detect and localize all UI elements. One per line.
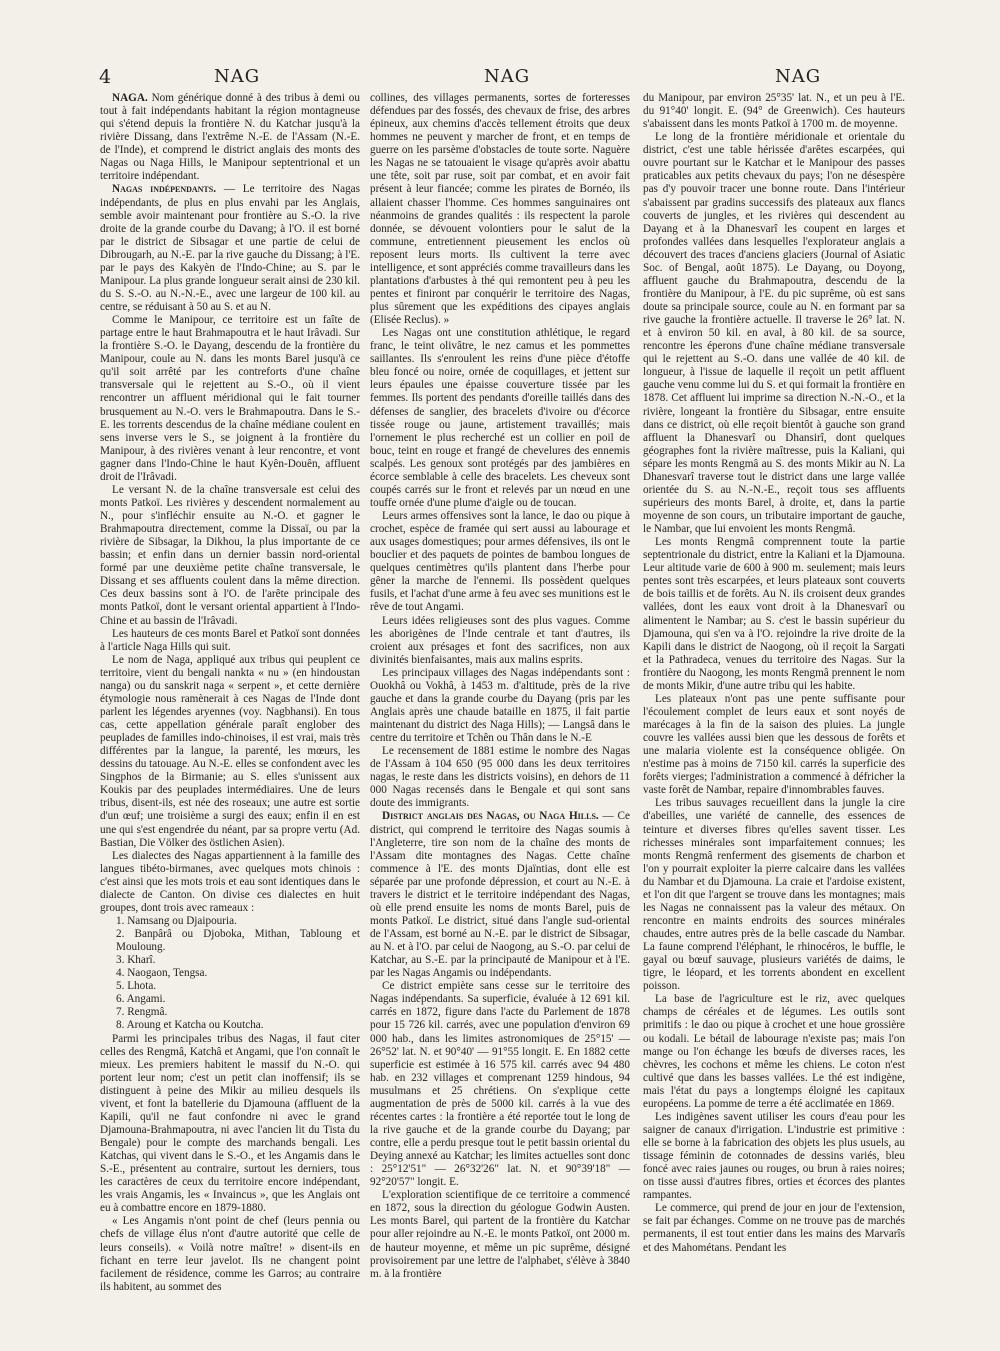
paragraph: Leurs idées religieuses sont des plus vagues. Comme les aborigènes de l'Inde centrale et tant d'autres, ils croient aux présages et font des sacrifices, non aux divinités bienfaisantes, mais aux malins esprits. <box>370 614 630 666</box>
paragraph: Les tribus sauvages recueillent dans la jungle la cire d'abeilles, une variété de cannelle, des essences de teinture et diverses fibres qu'elles savent tisser. Les richesses minérales sont imparfaitement connues; les monts Rengmâ renferment des gisements de charbon et l'on y pourrait exploiter la pierre calcaire dans les vallées du Nambar et du Djamouna. La craie et l'ardoise existent, et l'on dit que l'argent se trouve dans les montagnes; mais les Nagas ne connaissent pas la valeur des métaux. On rencontre en maints endroits des sources minérales chaudes, entre autres près de la belle cascade du Nambar. La faune comprend l'éléphant, le rhinocéros, le buffle, le gayal ou bœuf sauvage, plusieurs variétés de daims, le tigre, le léopard, et les torrents abondent en excellent poisson. <box>643 797 905 993</box>
paragraph: « Les Angamis n'ont point de chef (leurs pennia ou chefs de village élus n'ont d'autre autorité que celle de leurs conseils). « Voilà notre maître! » disent-ils en fichant en terre leur javelot. Ils ne changent point facilement de résidence, comme les Garros; au contraire ils habitent, au sommet des <box>100 1215 360 1293</box>
list-item: 6. Angami. <box>116 993 166 1006</box>
list-item: 1. Namsang ou Djaipouria. <box>116 914 237 927</box>
paragraph: Les hauteurs de ces monts Barel et Patkoï sont données à l'article Naga Hills qui suit. <box>100 627 360 653</box>
running-head-left: NAG <box>214 66 261 87</box>
paragraph: Les monts Rengmâ comprennent toute la partie septentrionale du district, entre la Kaliani et la Djamouna. Leur altitude varie de 600 à 900 m. seulement; mais leurs pentes sont très escarpées, et leurs plateaux sont couverts de bois taillis et de forêts. Au N. ils croisent deux grandes vallées, dont les eaux vont droit à la Dhanesvarî ou alimentent le Nambar; au S. c'est le bassin supérieur du Djamouna, qui s'en va à l'O. rejoindre la rive droite de la Kapili dans le district de Naogong, où il reçoit la Sargati et la Pathradeca, venues du territoire des Nagas. Sur la frontière du Naogong, les monts Rengmâ prennent le nom de monts Mikir, d'une autre tribu qui les habite. <box>643 536 905 692</box>
paragraph: Le recensement de 1881 estime le nombre des Nagas de l'Assam à 104 650 (95 000 dans les deux territoires nagas, le reste dans les districts voisins), en dehors de 11 000 Nagas recensés dans le Bengale et qui sont sans doute des immigrants. <box>370 745 630 810</box>
paragraph: Parmi les principales tribus des Nagas, il faut citer celles des Rengmâ, Katchâ et Angami, que l'on connaît le mieux. Les premiers habitent le massif du N.-O. qui portent leur nom; c'est un petit clan inoffensif; ils se distinguent à peine des Mikir au milieu desquels ils vivent, et font la batellerie du Djamouna (affluent de la Kapili, qu'il ne faut confondre ni avec le grand Djamouna-Brahmapoutra, ni avec l'ancien lit du Tista du Bengale) pour le compte des marchands bengali. Les Katchas, qui vivent dans le S.-O., et les Angamis dans le S.-E., présentent au contraire, surtout les derniers, tous les caractères de ceux du territoire encore indépendant, les vrais Angamis, les « Invaincus », que les Anglais ont eu à combattre encore en 1879-1880. <box>100 1032 360 1215</box>
paragraph: Le long de la frontière méridionale et orientale du district, c'est une table hérissée d'arêtes escarpées, qui ouvre pourtant sur le Katchar et le Manipour des passes praticables aux petits chevaux du pays; l'on ne désespère pas d'y pouvoir tracer une bonne route. Dans l'intérieur s'abaissent par gradins successifs des plateaux aux flancs couverts de jungles, et les rivières qui descendent au Dayang et à la Dhanesvarî les coupent en larges et profondes vallées dans lesquelles l'explorateur anglais a découvert des traces d'anciens glaciers (Journal of Asiatic Soc. of Bengal, août 1875). Le Dayang, ou Doyong, affluent gauche du Brahmapoutra, descendu de la frontière du Manipour, à l'E. du pic suprême, où est sans doute sa principale source, coule au N. en formant par sa rive gauche la frontière actuelle. Il traverse le 26° lat. N. et à environ 50 kil. en aval, à 80 kil. de sa source, rencontre les éperons d'une chaîne médiane transversale qui le rejettent au S.-O. dans une vallée de 40 kil. de longueur, à l'issue de laquelle il reçoit un petit affluent gauche venu comme lui du S. et qui formait la frontière en 1878. Cet affluent lui imprime sa direction N.-N.-O., et la rivière, longeant la frontière du Sibsagar, entre ensuite dans ce district, où elle reçoit bientôt à gauche son grand affluent la Dhanesvarî ou Dhansirî, dont quelques géographes font la rivière maîtresse, puis la Kaliani, qui sépare les monts Rengmâ au S. des monts Mikir au N. La Dhanesvarî traverse tout le district dans une large vallée orientée du S. au N.-N.-E., reçoit tous ses affluents supérieurs des monts Barel, à droite, et, dans la partie moyenne de son cours, un tributaire important de gauche, le Nambar, que lui envoient les monts Rengmâ. <box>643 131 905 536</box>
entry-headword: NAGA. <box>112 92 148 104</box>
list-item: 3. Kharî. <box>116 954 156 967</box>
paragraph: Les plateaux n'ont pas une pente suffisante pour l'écoulement complet de leurs eaux et sont noyés de marécages à la fin de la saison des pluies. La jungle couvre les vallées aussi bien que les dessous de forêts et une malaria violente est la conséquence obligée. On n'estime pas à moins de 7150 kil. carrés la superficie des forêts vierges; l'administration a commencé à défricher la vaste forêt de Nambar, repaire d'innombrables fauves. <box>643 692 905 797</box>
paragraph: La base de l'agriculture est le riz, avec quelques champs de céréales et de légumes. Les outils sont primitifs : le dao ou pique à crochet et une houe grossière ou kodali. Le bétail de labourage n'existe pas; mais l'on mange ou l'on échange les bœufs de diverses races, les chèvres, les cochons et même les chiens. Le coton n'est cultivé que dans les basses vallées. Le thé est indigène, mais l'état du pays a longtemps éloigné les capitaux européens. La pomme de terre a été acclimatée en 1869. <box>643 993 905 1110</box>
list-item: 7. Rengmâ. <box>116 1006 168 1019</box>
list-item: 8. Aroung et Katcha ou Koutcha. <box>116 1019 264 1032</box>
list-item: 4. Naogaon, Tengsa. <box>116 967 208 980</box>
paragraph: Le versant N. de la chaîne transversale est celui des monts Patkoï. Les rivières y descendent normalement au N., pour s'infléchir ensuite au N.-O. et gagner le Brahmapoutra directement, comme la Dissaï, ou par la rivière de Sibsagar, la Dikhou, la plus importante de ce bassin; et enfin dans un dernier bassin nord-oriental formé par une deuxième petite chaîne transversale, le Dissang et ses affluents coulent dans la même direction. Ces deux bassins sont à l'O. de l'arête principale des monts Patkoï, dont le versant oriental appartient à l'Indo-Chine et au bassin de l'Irâvadi. <box>100 483 360 627</box>
column-left <box>100 92 360 1322</box>
paragraph: Leurs armes offensives sont la lance, le dao ou pique à crochet, espèce de framée qui sert aussi au labourage et aux usages domestiques; pour armes défensives, ils ont le bouclier et des paquets de pointes de bambou longues de quelques centimètres qu'ils plantent dans l'herbe pour gêner la marche de l'ennemi. Ils possèdent quelques fusils, et l'achat d'une arme à feu avec ses munitions est le rêve de tout Angami. <box>370 510 630 614</box>
section-heading: Nagas indépendants. <box>112 183 217 196</box>
running-head-right: NAG <box>775 66 822 87</box>
paragraph: collines, des villages permanents, sortes de forteresses défendues par des fossés, des chevaux de frise, des arbres épineux, aux chemins d'accès tellement étroits que deux hommes ne peuvent y marcher de front, et en temps de guerre on les parsème d'obstacles de toute sorte. Naguère les Nagas ne se tatouaient le visage qu'après avoir abattu une tête, soit par ruse, soit par combat, et en avoir fait présent à leur fiancée; comme les pirates de Bornéo, ils allaient chasser l'homme. Ces hommes sanguinaires ont néanmoins de grandes qualités : ils respectent la parole donnée, se dévouent volontiers pour le salut de la commune, entretiennent pieusement les enclos où reposent leurs morts. Ils cultivent la terre avec intelligence, et sont appréciés comme travailleurs dans les plantations d'arbustes à thé qui remontent peu à peu les pentes et finiront par conquérir le territoire des Nagas, plus sûrement que les expéditions des cipayes anglais (Elisée Reclus). » <box>370 92 630 327</box>
paragraph: District anglais des Nagas, ou Naga Hills. — Ce district, qui comprend le territoire des Nagas soumis à l'Angleterre, tire son nom de la chaîne des monts de l'Assam dite montagnes des Nagas. Cette chaîne commence à l'E. des monts Djaïntias, dont elle est séparée par une profonde dépression, et court au N.-E. à travers le district et le territoire indépendant des Nagas, où elle prend ensuite les noms de monts Barel, puis de monts Patkoï. Le district, situé dans l'angle sud-oriental de l'Assam, est borné au N.-E. par le district de Sibsagar, au N. et à l'O. par celui de Naogong, au S.-O. par celui de Katchar, au S.-E. par la principauté de Manipour et à l'E. par les Nagas Angamis ou indépendants. <box>370 810 630 980</box>
paragraph: Les Nagas ont une constitution athlétique, le regard franc, le teint olivâtre, le nez camus et les pommettes saillantes. Ils s'enroulent les reins d'une pièce d'étoffe bleu foncé ou noire, ornée de coquillages, et jettent sur leurs épaules une épaisse couverture tissée par les femmes. Ils portent des pendants d'oreille taillés dans des défenses de sanglier, des bracelets d'ivoire ou d'écorce tissée rouge ou jaune, artistement travaillés; mais l'ornement le plus recherché est un collier en poil de bouc, teint en rouge et frangé de chevelures des ennemis scalpés. Les genoux sont protégés par des jambières en écorce semblable à celle des bracelets. Les cheveux sont coupés carrés sur le front et relevés par un nœud en une touffe ornée d'une plume d'aigle ou de toucan. <box>370 327 630 509</box>
paragraph: NAGA. Nom générique donné à des tribus à demi ou tout à fait indépendants habitant la région montagneuse qui s'étend depuis la frontière N. du Katchar jusqu'à la rivière Dissang, dans l'extrême N.-E. de l'Assam (N.-E. de l'Inde), et comprend le district anglais des monts des Nagas ou Naga Hills, le Manipour septentrional et un territoire indépendant. <box>100 92 360 183</box>
paragraph: Comme le Manipour, ce territoire est un faîte de partage entre le haut Brahmapoutra et le haut Irâvadi. Sur la frontière S.-O. le Dayang, descendu de la frontière du Manipour, coule au N. dans les monts Barel jusqu'à ce qu'il soit arrêté par les contreforts d'une chaîne transversale qui le rejettent au S.-O., où il vient rencontrer un affluent méridional qui le fait tourner brusquement au N.-O. vers le Brahmapoutra. Dans le S.-E. les torrents descendus de la chaîne médiane coulent en sens inverse vers le S., se joignent à la frontière du Manipour, à des rivières venant à leur rencontre, et vont gagner dans l'Indo-Chine le haut Kyên-Douên, affluent droit de l'Irâvadi. <box>100 314 360 483</box>
paragraph: Ce district empiète sans cesse sur le territoire des Nagas indépendants. Sa superficie, évaluée à 12 691 kil. carrés en 1872, figure dans l'acte du Parlement de 1878 pour 15 726 kil. carrés, avec une population d'environ 69 000 hab., dans les limites astronomiques de 25°15' — 26°52' lat. N. et 90°40' — 91°55 longit. E. En 1882 cette superficie est estimée à 16 575 kil. carrés avec 94 480 hab. en 232 villages et comprenant 1259 hindous, 94 musulmans et 25 chrétiens. On s'explique cette augmentation de près de 5000 kil. carrés à la vue des récentes cartes : la frontière a été reportée tout le long de la rive gauche et de la grande courbe du Dayang; par contre, elle a perdu presque tout le petit bassin oriental du Deying annexé au Katchar; les limites actuelles sont donc : 25°12'51" — 26°32'26" lat. N. et 90°39'18" — 92°20'57" longit. E. <box>370 980 630 1189</box>
running-head-center: NAG <box>484 66 531 87</box>
list-item: 5. Lhota. <box>116 980 157 993</box>
column-center <box>370 92 630 1322</box>
paragraph: du Manipour, par environ 25°35' lat. N., et un peu à l'E. du 91°40' longit. E. (94° de Greenwich). Ces hauteurs s'abaissent dans les monts Patkoï à 1700 m. de moyenne. <box>643 92 905 131</box>
paragraph: Les indigènes savent utiliser les cours d'eau pour les saigner de canaux d'irrigation. L'industrie est primitive : elle se borne à la fabrication des objets les plus usuels, au tissage féminin de cotonnades de dessins variés, bleu foncé avec raies jaunes ou rouges, ou brun à raies noires; on tisse aussi d'autres fibres, orties et écorces des plantes rampantes. <box>643 1110 905 1202</box>
paragraph: Le nom de Naga, appliqué aux tribus qui peuplent ce territoire, vient du bengali nankta « nu » (en hindoustan nanga) ou du sanskrit naga « serpent », et cette dernière étymologie nous ramènerait à ces Nagas de l'Inde dont parlent les légendes aryennes (voy. Nagbhansi). En tous cas, cette appellation générale paraît englober des peuplades de familles indo-chinoises, il est vrai, mais très différentes par la langue, la parenté, les mœurs, les dessins du tatouage. Au N.-E. elles se confondent avec les Singphos de la Birmanie; au S. elles s'unissent aux Koukis par des peuplades intermédiaires. Une de leurs tribus, disent-ils, est née des roseaux; une autre est sortie d'un œuf; une troisième a surgi des eaux; enfin il en est une qui s'est engendrée du néant, par sa propre vertu (Ad. Bastian, Die Völker des östlichen Asien). <box>100 653 360 849</box>
paragraph: Nagas indépendants. — Le territoire des Nagas indépendants, de plus en plus envahi par les Anglais, semble avoir maintenant pour frontière au S.-O. la rive droite de la grande courbe du Davang; à l'O. il est borné par le district de Sibsagar et une partie de celui de Dibrougarh, au N.-E. par la rive gauche du Dissang; à l'E. par le pays des Kakyèn de l'Indo-Chine; au S. par le Manipour. La plus grande longueur serait ainsi de 230 kil. du S. S.-O. au N.-N.-E., avec une largeur de 100 kil. au centre, se réduisant à 50 au S. et au N. <box>100 183 360 313</box>
column-right <box>643 92 905 1322</box>
page-number: 4 <box>99 66 112 88</box>
paragraph: L'exploration scientifique de ce territoire a commencé en 1872, sous la direction du géologue Godwin Austen. Les monts Barel, qui partent de la frontière du Katchar pour aller rejoindre au N.-E. le monts Patkoï, ont 2000 m. de hauteur moyenne, et même un pic suprême, désigné provisoirement par une lettre de l'alphabet, s'élève à 3840 m. à la frontière <box>370 1189 630 1280</box>
paragraph: Le commerce, qui prend de jour en jour de l'extension, se fait par échanges. Comme on ne trouve pas de marchés permanents, il est tout entier dans les mains des Marvarîs et des Mahométans. Pendant les <box>643 1202 905 1254</box>
paragraph: Les dialectes des Nagas appartiennent à la famille des langues tibéto-birmanes, avec quelques mots chinois : c'est ainsi que les mots trois et eau sont identiques dans le dialecte de Canton. On divise ces dialectes en huit groupes, dont trois avec rameaux : <box>100 849 360 914</box>
paragraph: Les principaux villages des Nagas indépendants sont : Ouokhâ ou Vokhâ, à 1453 m. d'altitude, près de la rive gauche et dans la grande courbe du Dayang (pris par les Anglais après une chaude bataille en 1875, il fait partie maintenant du district des Naga Hills); — Langsâ dans le centre du territoire et Tchên ou Thân dans le N.-E <box>370 666 630 745</box>
section-heading: District anglais des Nagas, ou Naga Hills. <box>382 810 599 823</box>
list-item: 2. Banpârâ ou Djoboka, Mithan, Tablоung et Moulоung. <box>116 928 360 954</box>
